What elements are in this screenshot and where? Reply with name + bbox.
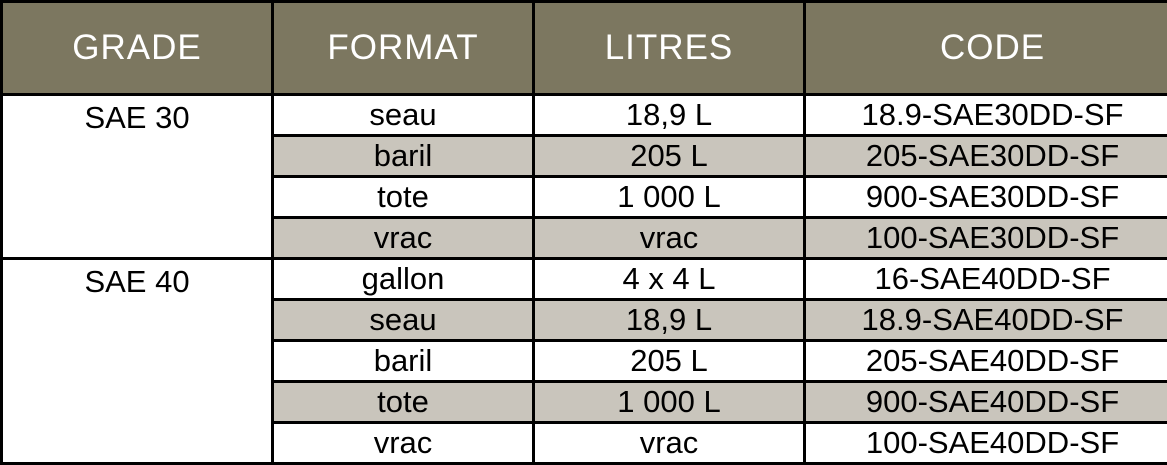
format-cell: baril xyxy=(273,341,534,382)
grade-cell: SAE 30 xyxy=(2,95,273,259)
format-cell: baril xyxy=(273,136,534,177)
litres-cell: vrac xyxy=(534,218,805,259)
column-header-format: FORMAT xyxy=(273,2,534,95)
litres-cell: 18,9 L xyxy=(534,300,805,341)
column-header-grade: GRADE xyxy=(2,2,273,95)
litres-cell: 1 000 L xyxy=(534,382,805,423)
format-cell: vrac xyxy=(273,423,534,464)
table-body xyxy=(2,95,1167,464)
table-row xyxy=(2,95,1167,136)
format-cell: seau xyxy=(273,95,534,136)
code-cell: 900-SAE40DD-SF xyxy=(805,382,1167,423)
litres-cell: vrac xyxy=(534,423,805,464)
table-header-row xyxy=(2,2,1167,95)
format-cell: tote xyxy=(273,382,534,423)
code-cell: 100-SAE40DD-SF xyxy=(805,423,1167,464)
code-cell: 205-SAE30DD-SF xyxy=(805,136,1167,177)
grade-cell: SAE 40 xyxy=(2,259,273,464)
code-cell: 900-SAE30DD-SF xyxy=(805,177,1167,218)
code-cell: 16-SAE40DD-SF xyxy=(805,259,1167,300)
format-cell: seau xyxy=(273,300,534,341)
code-cell: 205-SAE40DD-SF xyxy=(805,341,1167,382)
code-cell: 18.9-SAE40DD-SF xyxy=(805,300,1167,341)
format-cell: tote xyxy=(273,177,534,218)
litres-cell: 18,9 L xyxy=(534,95,805,136)
column-header-litres: LITRES xyxy=(534,2,805,95)
column-header-code: CODE xyxy=(805,2,1167,95)
table-row xyxy=(2,259,1167,300)
litres-cell: 1 000 L xyxy=(534,177,805,218)
code-cell: 18.9-SAE30DD-SF xyxy=(805,95,1167,136)
format-cell: gallon xyxy=(273,259,534,300)
litres-cell: 4 x 4 L xyxy=(534,259,805,300)
litres-cell: 205 L xyxy=(534,341,805,382)
code-cell: 100-SAE30DD-SF xyxy=(805,218,1167,259)
table-header xyxy=(2,2,1167,95)
litres-cell: 205 L xyxy=(534,136,805,177)
format-cell: vrac xyxy=(273,218,534,259)
